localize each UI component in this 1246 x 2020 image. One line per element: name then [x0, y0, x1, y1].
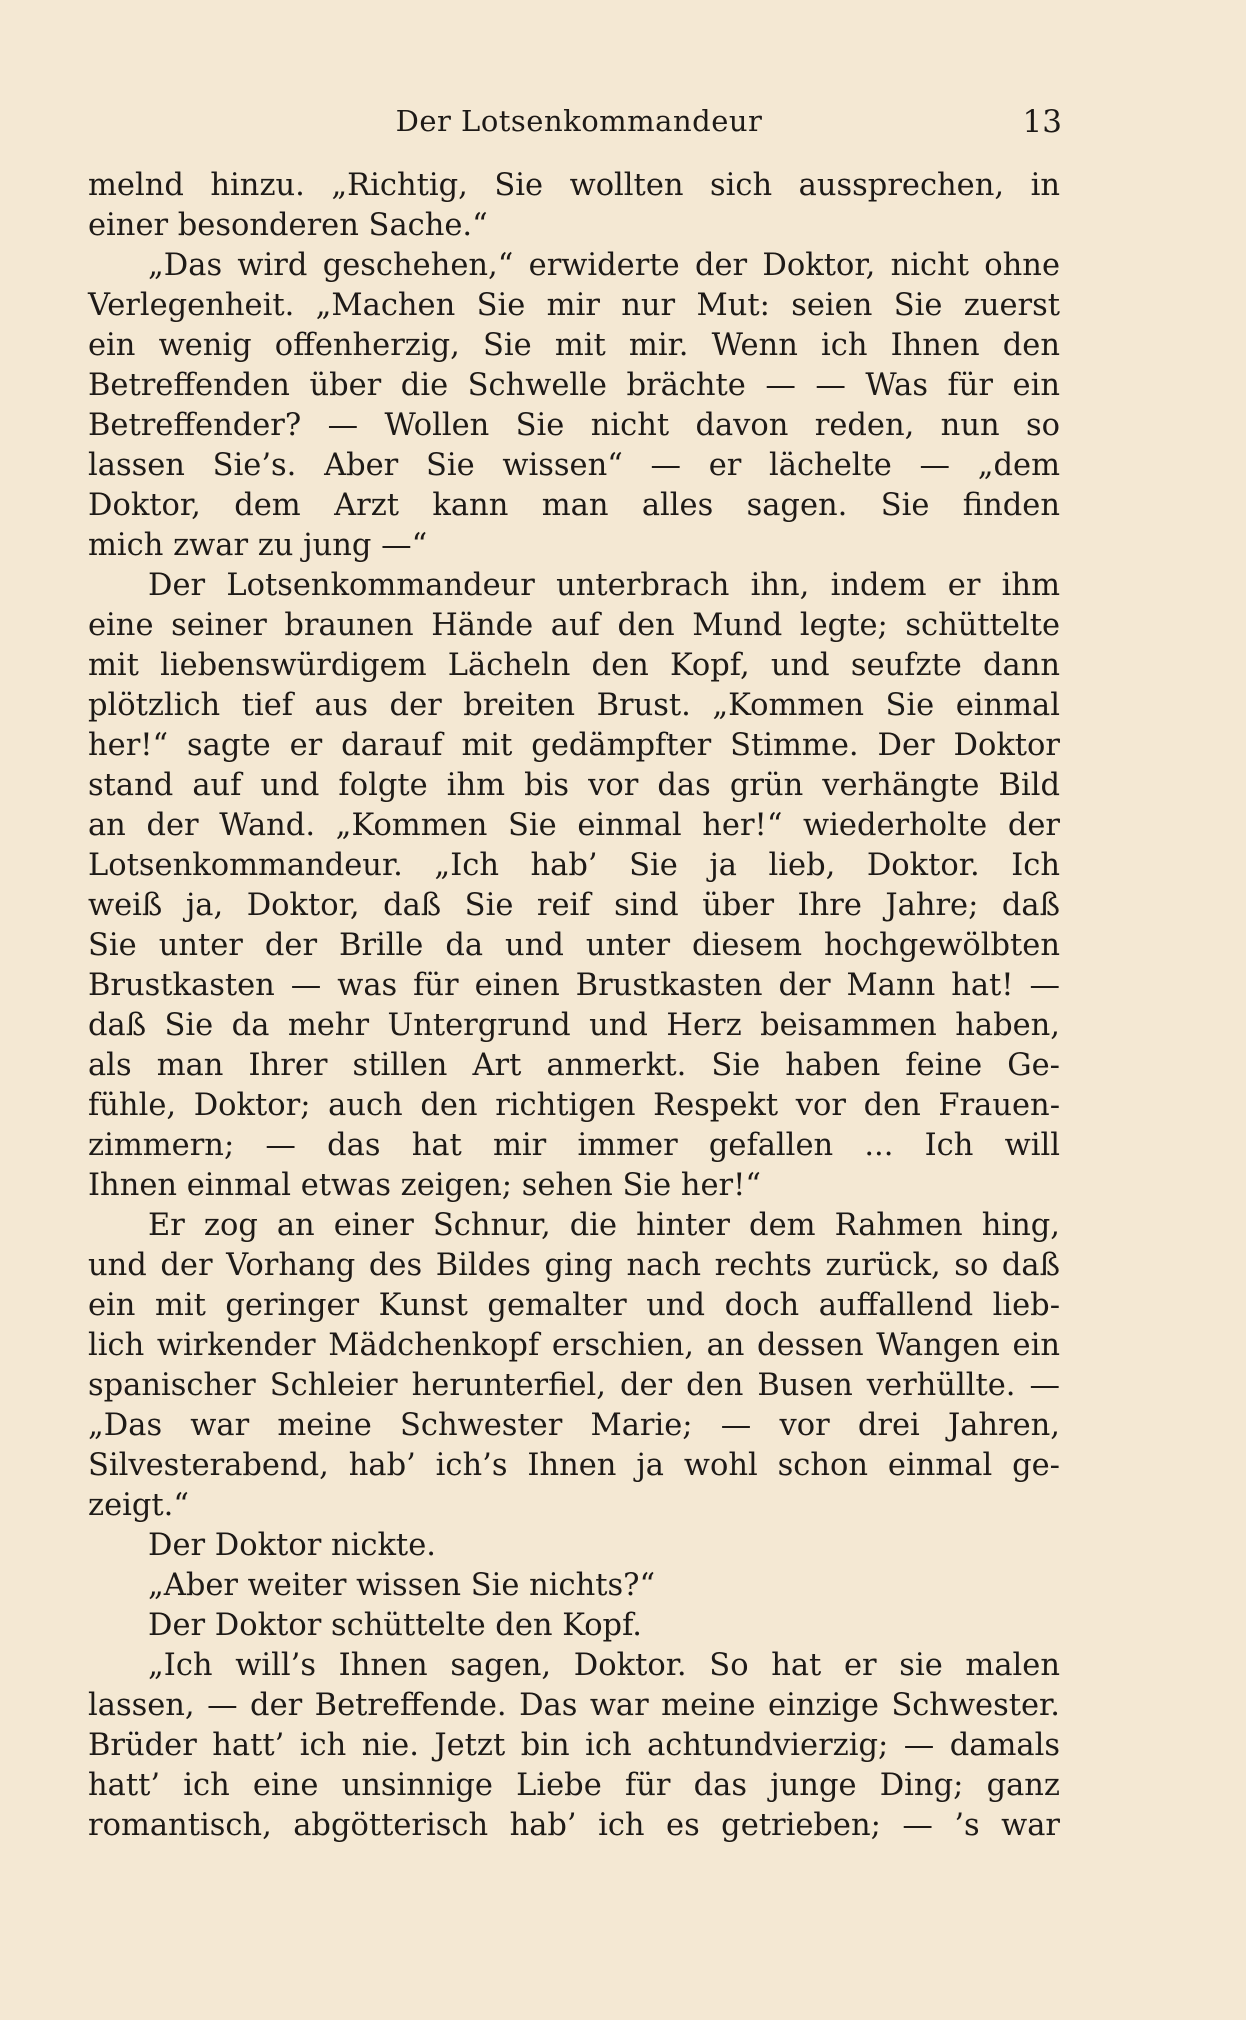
- text-line: plötzlich tief aus der breiten Brust. „Kommen Sie einmal: [88, 688, 1060, 723]
- text-line: melnd hinzu. „Richtig, Sie wollten sich aussprechen, in: [88, 168, 1060, 203]
- text-line: Der Doktor nickte.: [148, 1528, 436, 1563]
- text-line: „Ich will’s Ihnen sagen, Doktor. So hat er sie malen: [148, 1648, 1060, 1683]
- text-line: einer besonderen Sache.“: [88, 208, 488, 243]
- text-line: Der Lotsenkommandeur unterbrach ihn, indem er ihm: [148, 568, 1060, 603]
- text-line: fühle, Doktor; auch den richtigen Respekt vor den Frauen-: [88, 1088, 1060, 1123]
- text-line: mit liebenswürdigem Lächeln den Kopf, und seufzte dann: [88, 648, 1060, 683]
- text-line: zimmern; — das hat mir immer gefallen ... Ich will: [88, 1128, 1060, 1163]
- text-line: romantisch, abgötterisch hab’ ich es getrieben; — ’s war: [88, 1808, 1060, 1843]
- text-line: und der Vorhang des Bildes ging nach rechts zurück, so daß: [88, 1248, 1060, 1283]
- text-line: Er zog an einer Schnur, die hinter dem Rahmen hing,: [148, 1208, 1060, 1243]
- text-line: Betreffender? — Wollen Sie nicht davon reden, nun so: [88, 408, 1060, 443]
- text-line: an der Wand. „Kommen Sie einmal her!“ wiederholte der: [88, 808, 1060, 843]
- text-line: Brüder hatt’ ich nie. Jetzt bin ich achtundvierzig; — damals: [88, 1728, 1060, 1763]
- text-line: mich zwar zu jung —“: [88, 528, 428, 563]
- text-line: Ihnen einmal etwas zeigen; sehen Sie her!“: [88, 1168, 761, 1203]
- text-line: ein wenig offenherzig, Sie mit mir. Wenn ich Ihnen den: [88, 328, 1060, 363]
- text-line: her!“ sagte er darauf mit gedämpfter Stimme. Der Doktor: [88, 728, 1060, 763]
- text-line: daß Sie da mehr Untergrund und Herz beisammen haben,: [88, 1008, 1060, 1043]
- page-header: [96, 104, 1062, 144]
- text-line: „Das wird geschehen,“ erwiderte der Doktor, nicht ohne: [148, 248, 1060, 283]
- text-line: hatt’ ich eine unsinnige Liebe für das junge Ding; ganz: [88, 1768, 1060, 1803]
- text-line: weiß ja, Doktor, daß Sie reif sind über Ihre Jahre; daß: [88, 888, 1060, 923]
- text-line: Betreffenden über die Schwelle brächte — — Was für ein: [88, 368, 1060, 403]
- text-line: stand auf und folgte ihm bis vor das grün verhängte Bild: [88, 768, 1060, 803]
- text-line: „Das war meine Schwester Marie; — vor drei Jahren,: [88, 1408, 1060, 1443]
- text-line: ein mit geringer Kunst gemalter und doch auffallend lieb-: [88, 1288, 1060, 1323]
- body-text: [88, 166, 1060, 1846]
- text-line: Doktor, dem Arzt kann man alles sagen. Sie finden: [88, 488, 1060, 523]
- text-line: Lotsenkommandeur. „Ich hab’ Sie ja lieb, Doktor. Ich: [88, 848, 1060, 883]
- running-title: Der Lotsenkommandeur: [395, 104, 763, 138]
- text-line: eine seiner braunen Hände auf den Mund legte; schüttelte: [88, 608, 1060, 643]
- text-line: lassen Sie’s. Aber Sie wissen“ — er lächelte — „dem: [88, 448, 1060, 483]
- text-line: Verlegenheit. „Machen Sie mir nur Mut: seien Sie zuerst: [88, 288, 1060, 323]
- text-line: lich wirkender Mädchenkopf erschien, an dessen Wangen ein: [88, 1328, 1060, 1363]
- text-line: lassen, — der Betreffende. Das war meine einzige Schwester.: [88, 1688, 1060, 1723]
- text-line: spanischer Schleier herunterfiel, der den Busen verhüllte. —: [88, 1368, 1060, 1403]
- text-line: als man Ihrer stillen Art anmerkt. Sie haben feine Ge-: [88, 1048, 1060, 1083]
- text-line: Brustkasten — was für einen Brustkasten der Mann hat! —: [88, 968, 1060, 1003]
- page-number: 13: [1022, 104, 1062, 140]
- text-line: Sie unter der Brille da und unter diesem hochgewölbten: [88, 928, 1060, 963]
- text-line: „Aber weiter wissen Sie nichts?“: [148, 1568, 656, 1603]
- text-line: zeigt.“: [88, 1488, 189, 1523]
- text-line: Der Doktor schüttelte den Kopf.: [148, 1608, 642, 1643]
- text-line: Silvesterabend, hab’ ich’s Ihnen ja wohl schon einmal ge-: [88, 1448, 1060, 1483]
